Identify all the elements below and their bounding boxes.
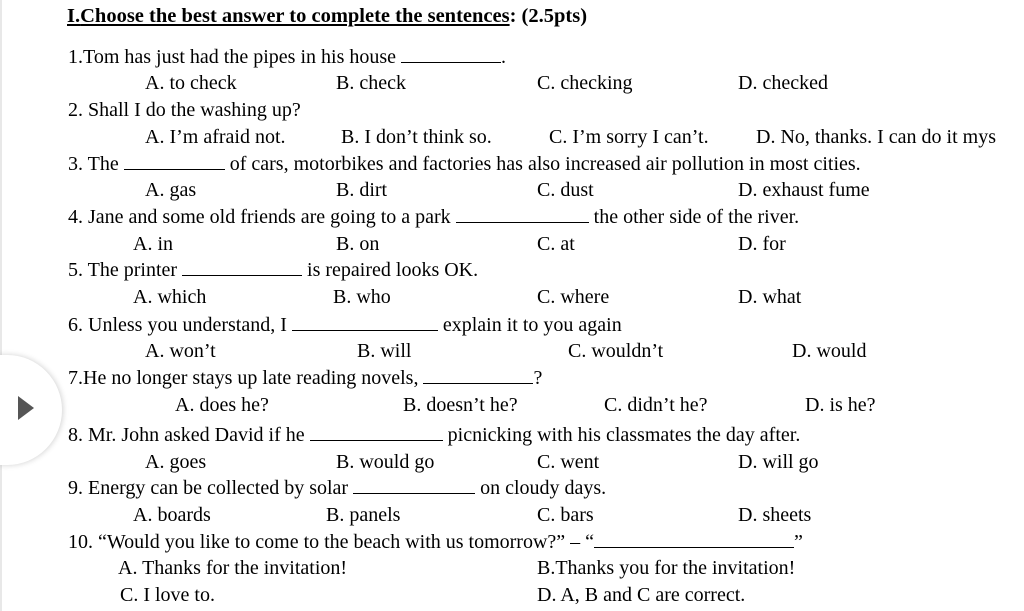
answer-blank-5 — [182, 258, 302, 276]
q7-option-d[interactable]: D. is he? — [805, 394, 876, 416]
play-arrow-icon — [18, 396, 34, 420]
question-8 — [68, 422, 800, 448]
q10-option-d[interactable]: D. A, B and C are correct. — [537, 584, 746, 606]
q8-option-a[interactable]: A. goes — [145, 451, 207, 473]
q9-option-b[interactable]: B. panels — [326, 504, 401, 526]
exercise-number: I. — [67, 5, 81, 27]
answer-blank-8 — [310, 423, 443, 441]
q2-option-d[interactable]: D. No, thanks. I can do it mys — [756, 126, 996, 148]
exercise-points: : (2.5pts) — [509, 5, 588, 27]
question-1-text-after: . — [501, 46, 507, 68]
q6-option-d[interactable]: D. would — [792, 340, 867, 362]
question-5-text-before: 5. The printer — [68, 259, 183, 281]
question-10-text-after: ” — [794, 531, 803, 553]
question-8-text-before: 8. Mr. John asked David if he — [68, 424, 310, 446]
question-5 — [68, 257, 478, 283]
q4-option-c[interactable]: C. at — [537, 233, 575, 255]
q8-option-c[interactable]: C. went — [537, 451, 600, 473]
q6-option-c[interactable]: C. wouldn’t — [568, 340, 664, 362]
answer-blank-1 — [401, 45, 501, 63]
q2-option-b[interactable]: B. I don’t think so. — [341, 126, 492, 148]
q1-option-d[interactable]: D. checked — [738, 72, 828, 94]
q5-option-c[interactable]: C. where — [537, 286, 610, 308]
q8-option-b[interactable]: B. would go — [336, 451, 435, 473]
q7-option-c[interactable]: C. didn’t he? — [604, 394, 708, 416]
question-2 — [68, 97, 301, 123]
q2-option-a[interactable]: A. I’m afraid not. — [145, 126, 286, 148]
q7-option-a[interactable]: A. does he? — [175, 394, 269, 416]
q10-option-c[interactable]: C. I love to. — [120, 584, 215, 606]
question-7-text-before: 7.He no longer stays up late reading novels, — [68, 367, 424, 389]
q9-option-c[interactable]: C. bars — [537, 504, 594, 526]
answer-blank-6 — [292, 313, 438, 331]
q6-option-b[interactable]: B. will — [357, 340, 412, 362]
question-6-text-after: explain it to you again — [437, 314, 622, 336]
q2-option-c[interactable]: C. I’m sorry I can’t. — [549, 126, 709, 148]
question-5-text-after: is repaired looks OK. — [302, 259, 479, 281]
question-4 — [68, 204, 799, 230]
q3-option-c[interactable]: C. dust — [537, 179, 594, 201]
q10-option-a[interactable]: A. Thanks for the invitation! — [118, 557, 348, 579]
exercise-heading: Choose the best answer to complete the sentences — [80, 5, 510, 27]
q4-option-b[interactable]: B. on — [336, 233, 380, 255]
q3-option-b[interactable]: B. dirt — [336, 179, 388, 201]
question-10 — [68, 529, 803, 555]
q4-option-a[interactable]: A. in — [133, 233, 173, 255]
answer-blank-4 — [456, 205, 589, 223]
q5-option-a[interactable]: A. which — [133, 286, 207, 308]
question-6 — [68, 312, 622, 338]
q3-option-a[interactable]: A. gas — [145, 179, 197, 201]
q10-option-b[interactable]: B.Thanks you for the invitation! — [537, 557, 796, 579]
answer-blank-10 — [594, 530, 794, 548]
q3-option-d[interactable]: D. exhaust fume — [738, 179, 870, 201]
question-9 — [68, 475, 606, 501]
left-edge-divider — [0, 0, 2, 611]
q5-option-d[interactable]: D. what — [738, 286, 802, 308]
exercise-title — [67, 5, 587, 28]
question-10-text-before: 10. “Would you like to come to the beach with us tomorrow?” – “ — [68, 531, 595, 553]
question-8-text-after: picnicking with his classmates the day after. — [442, 424, 801, 446]
q9-option-d[interactable]: D. sheets — [738, 504, 812, 526]
side-panel-toggle[interactable] — [0, 355, 62, 465]
question-9-text-before: 9. Energy can be collected by solar — [68, 477, 354, 499]
q4-option-d[interactable]: D. for — [738, 233, 786, 255]
q6-option-a[interactable]: A. won’t — [145, 340, 216, 362]
question-9-text-after: on cloudy days. — [475, 477, 607, 499]
q7-option-b[interactable]: B. doesn’t he? — [403, 394, 518, 416]
q1-option-c[interactable]: C. checking — [537, 72, 633, 94]
answer-blank-3 — [124, 152, 225, 170]
question-3-text-after: of cars, motorbikes and factories has also increased air pollution in most cities. — [224, 153, 861, 175]
question-6-text-before: 6. Unless you understand, I — [68, 314, 292, 336]
question-7 — [68, 365, 542, 391]
question-4-text-before: 4. Jane and some old friends are going to a park — [68, 206, 456, 228]
question-3-text-before: 3. The — [68, 153, 124, 175]
q8-option-d[interactable]: D. will go — [738, 451, 819, 473]
question-1-text-before: 1.Tom has just had the pipes in his house — [68, 46, 402, 68]
answer-blank-9 — [353, 476, 475, 494]
question-7-text-after: ? — [533, 367, 543, 389]
q1-option-a[interactable]: A. to check — [145, 72, 237, 94]
question-4-text-after: the other side of the river. — [588, 206, 800, 228]
question-3 — [68, 151, 861, 177]
question-2-text: 2. Shall I do the washing up? — [68, 99, 301, 121]
q5-option-b[interactable]: B. who — [333, 286, 391, 308]
q1-option-b[interactable]: B. check — [336, 72, 406, 94]
q9-option-a[interactable]: A. boards — [133, 504, 211, 526]
question-1 — [68, 44, 506, 70]
answer-blank-7 — [423, 366, 533, 384]
